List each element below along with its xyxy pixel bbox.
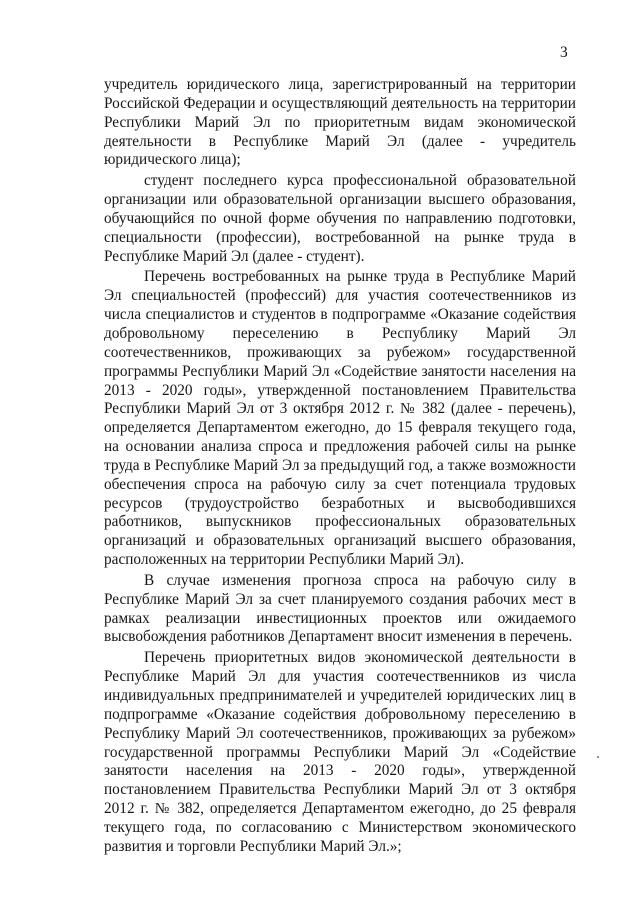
margin-mark [597,756,599,758]
paragraph-specialties-list: Перечень востребованных на рынке труда в Республике Марий Эл специальностей (профессий) для участия соотечественников из числа специалистов и студентов в подпрограмме «Оказание содействия добровольному переселению в Республику Марий Эл соотечественников, проживающих за рубежом» государственной программы Республики Марий Эл «Содействие занятости населения на 2013 - 2020 годы», утвержденной постановлением Правительства Республики Марий Эл от 3 октября 2012 г. № 382 (далее - перечень), определяется Департаментом ежегодно, до 15 февраля текущего года, на основании анализа спроса и предложения рабочей силы на рынке труда в Республике Марий Эл за предыдущий год, а также возможности обеспечения спроса на рабочую силу за счет потенциала трудовых ресурсов (трудоустройство безработных и высвободившихся работников, выпускников профессиональных образовательных организаций и образовательных организаций высшего образования, расположенных на территории Республики Марий Эл). [104,268,576,569]
document-body [104,76,576,857]
paragraph-priority-activities: Перечень приоритетных видов экономической деятельности в Республике Марий Эл для участия соотечественников из числа индивидуальных предпринимателей и учредителей юридических лиц в подпрограмме «Оказание содействия добровольному переселению в Республику Марий Эл соотечественников, проживающих за рубежом» государственной программы Республики Марий Эл «Содействие занятости населения на 2013 - 2020 годы», утвержденной постановлением Правительства Республики Марий Эл от 3 октября 2012 г. № 382, определяется Департаментом ежегодно, до 25 февраля текущего года, по согласованию с Министерством экономического развития и торговли Республики Марий Эл.»; [104,649,576,855]
page-number: 3 [560,44,568,61]
paragraph-legal-entity-founder: учредитель юридического лица, зарегистрированный на территории Российской Федерации и осуществляющий деятельность на территории Республики Марий Эл по приоритетным видам экономической деятельности в Республике Марий Эл (далее - учредитель юридического лица); [104,76,576,169]
paragraph-student: студент последнего курса профессиональной образовательной организации или образовательной организации высшего образования, обучающийся по очной форме обучения по направлению подготовки, специальности (профессии), востребованной на рынке труда в Республике Марий Эл (далее - студент). [104,172,576,265]
paragraph-forecast-change: В случае изменения прогноза спроса на рабочую силу в Республике Марий Эл за счет планируемого создания рабочих мест в рамках реализации инвестиционных проектов или ожидаемого высвобождения работников Департамент вносит изменения в перечень. [104,571,576,646]
